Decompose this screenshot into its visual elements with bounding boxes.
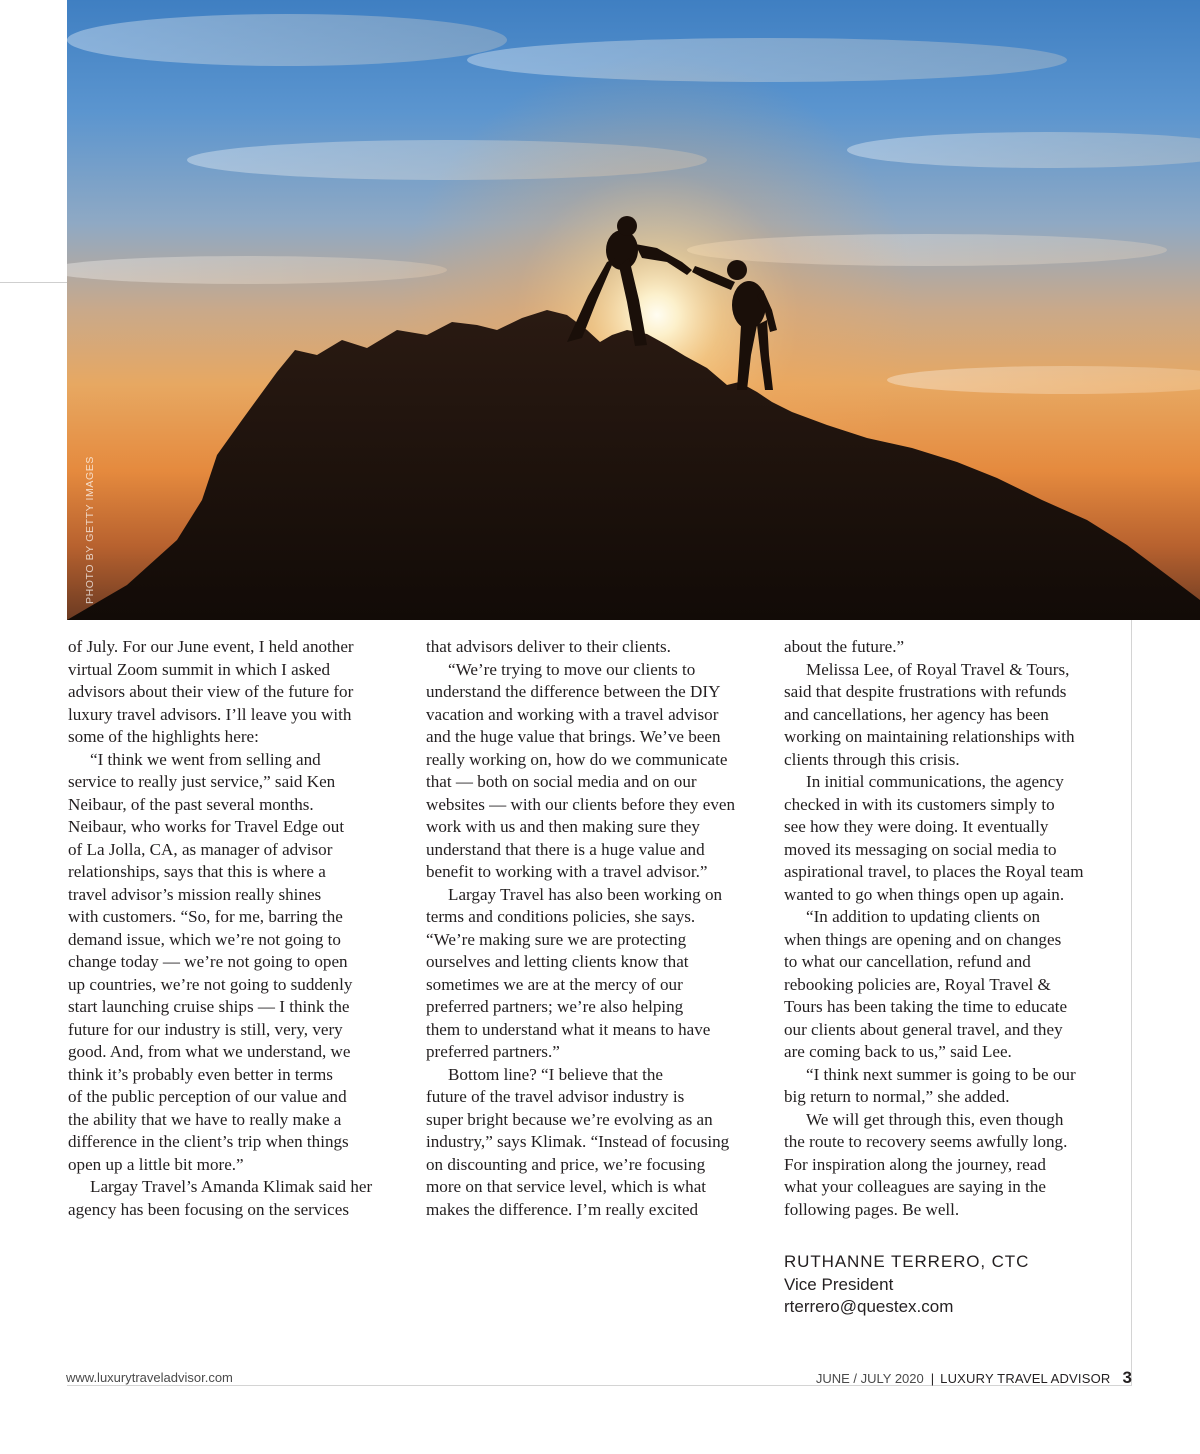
article-line: big return to normal,” she added. xyxy=(784,1087,1010,1106)
right-divider xyxy=(1131,620,1132,1385)
footer-website-link[interactable]: www.luxurytraveladvisor.com xyxy=(66,1370,233,1385)
article-line: said that despite frustrations with refunds xyxy=(784,682,1067,701)
footer-folio xyxy=(816,1367,1132,1389)
article-line: see how they were doing. It eventually xyxy=(784,817,1049,836)
article-line: up countries, we’re not going to suddenly xyxy=(68,974,353,994)
article-line: travel advisor’s mission really shines xyxy=(68,884,322,904)
article-line: difference in the client’s trip when things xyxy=(68,1132,349,1151)
article-line: makes the difference. I’m really excited xyxy=(426,1199,699,1219)
article-line: vacation and working with a travel advisor xyxy=(426,704,719,724)
article-line: In initial communications, the agency xyxy=(806,772,1064,791)
article-line: “I think we went from selling and xyxy=(90,749,321,769)
article-line: and the huge value that brings. We’ve been xyxy=(426,727,721,746)
article-line: rebooking policies are, Royal Travel & xyxy=(784,974,1051,994)
article-line: super bright because we’re evolving as an xyxy=(426,1109,713,1129)
article-line: of La Jolla, CA, as manager of advisor xyxy=(68,839,333,859)
article-line: aspirational travel, to places the Royal team xyxy=(784,862,1084,881)
article-line: wanted to go when things open up again. xyxy=(784,884,1065,904)
article-line: “In addition to updating clients on xyxy=(806,907,1041,926)
article-line: open up a little bit more.” xyxy=(68,1154,244,1174)
article-line: For inspiration along the journey, read xyxy=(784,1154,1046,1174)
article-line: We will get through this, even though xyxy=(806,1109,1064,1129)
article-line: that — both on social media and on our xyxy=(426,772,697,791)
article-line: that advisors deliver to their clients. xyxy=(426,637,671,656)
article-column-2 xyxy=(426,636,761,1221)
article-line: to what our cancellation, refund and xyxy=(784,952,1031,971)
article-line: working on maintaining relationships with xyxy=(784,727,1075,746)
left-divider xyxy=(0,282,67,283)
article-line: “I think next summer is going to be our xyxy=(806,1064,1076,1084)
article-line: future of the travel advisor industry is xyxy=(426,1087,685,1106)
article-line: good. And, from what we understand, we xyxy=(68,1042,351,1061)
article-line: advisors about their view of the future for xyxy=(68,682,354,701)
article-line: virtual Zoom summit in which I asked xyxy=(68,659,331,679)
article-line: “We’re making sure we are protecting xyxy=(426,929,687,949)
article-line: start launching cruise ships — I think the xyxy=(68,997,350,1016)
article-line: more on that service level, which is what xyxy=(426,1177,707,1196)
article-line: preferred partners; we’re also helping xyxy=(426,997,684,1016)
author-email[interactable]: rterrero@questex.com xyxy=(784,1297,954,1316)
article-line: about the future.” xyxy=(784,637,905,656)
article-line: moved its messaging on social media to xyxy=(784,839,1057,859)
article-line: ourselves and letting clients know that xyxy=(426,952,689,971)
article-line: service to really just service,” said Ken xyxy=(68,772,336,791)
article-line: sometimes we are at the mercy of our xyxy=(426,974,683,994)
article-line: following pages. Be well. xyxy=(784,1199,960,1219)
article-line: of the public perception of our value and xyxy=(68,1087,347,1106)
article-line: are coming back to us,” said Lee. xyxy=(784,1042,1012,1061)
article-line: preferred partners.” xyxy=(426,1042,560,1061)
silhouette-climbers-sunset-image xyxy=(67,0,1200,620)
article-line: when things are opening and on changes xyxy=(784,929,1062,949)
article-line: the route to recovery seems awfully long. xyxy=(784,1132,1068,1151)
article-line: think it’s probably even better in terms xyxy=(68,1064,333,1084)
article-line: “We’re trying to move our clients to xyxy=(448,659,696,679)
article-line: benefit to working with a travel advisor.” xyxy=(426,862,708,881)
article-line: Neibaur, who works for Travel Edge out xyxy=(68,817,345,836)
article-line: agency has been focusing on the services xyxy=(68,1199,349,1219)
article-line: future for our industry is still, very, very xyxy=(68,1019,343,1039)
article-line: some of the highlights here: xyxy=(68,727,259,746)
article-line: Tours has been taking the time to educate xyxy=(784,997,1068,1016)
folio-separator: | xyxy=(930,1371,935,1386)
article-line: terms and conditions policies, she says. xyxy=(426,907,696,926)
article-line: Neibaur, of the past several months. xyxy=(68,794,314,814)
author-signature xyxy=(784,1251,1029,1319)
issue-date: JUNE / JULY 2020 xyxy=(815,1371,924,1386)
article-line: luxury travel advisors. I’ll leave you with xyxy=(68,704,352,724)
article-line: and cancellations, her agency has been xyxy=(784,704,1049,724)
article-line: industry,” says Klimak. “Instead of focusing xyxy=(426,1132,730,1151)
author-name: RUTHANNE TERRERO, CTC xyxy=(784,1252,1030,1271)
hero-photo xyxy=(67,0,1200,620)
article-line: of July. For our June event, I held another xyxy=(68,637,354,656)
article-line: understand that there is a huge value and xyxy=(426,839,705,859)
article-line: what your colleagues are saying in the xyxy=(784,1177,1047,1196)
article-line: work with us and then making sure they xyxy=(426,817,700,836)
article-line: with customers. “So, for me, barring the xyxy=(68,907,343,926)
article-column-1 xyxy=(68,636,403,1221)
article-line: on discounting and price, we’re focusing xyxy=(426,1154,706,1174)
article-line: Bottom line? “I believe that the xyxy=(448,1064,664,1084)
article-line: change today — we’re not going to open xyxy=(68,952,348,971)
article-line: really working on, how do we communicate xyxy=(426,749,728,769)
article-line: relationships, says that this is where a xyxy=(68,862,326,881)
article-line: demand issue, which we’re not going to xyxy=(68,929,341,949)
article-line: Largay Travel has also been working on xyxy=(448,884,723,904)
article-column-3 xyxy=(784,636,1119,1221)
article-line: websites — with our clients before they even xyxy=(426,794,736,814)
page-number: 3 xyxy=(1122,1368,1132,1387)
author-title: Vice President xyxy=(784,1274,894,1294)
article-line: the ability that we have to really make a xyxy=(68,1109,342,1129)
article-line: understand the difference between the DIY xyxy=(426,682,721,701)
article-line: them to understand what it means to have xyxy=(426,1019,711,1039)
article-line: clients through this crisis. xyxy=(784,749,960,769)
article-line: our clients about general travel, and they xyxy=(784,1019,1063,1039)
magazine-name: LUXURY TRAVEL ADVISOR xyxy=(940,1371,1111,1386)
article-line: checked in with its customers simply to xyxy=(784,794,1055,814)
photo-credit: PHOTO BY GETTY IMAGES xyxy=(84,456,96,604)
article-line: Largay Travel’s Amanda Klimak said her xyxy=(90,1177,373,1196)
article-line: Melissa Lee, of Royal Travel & Tours, xyxy=(806,659,1070,679)
